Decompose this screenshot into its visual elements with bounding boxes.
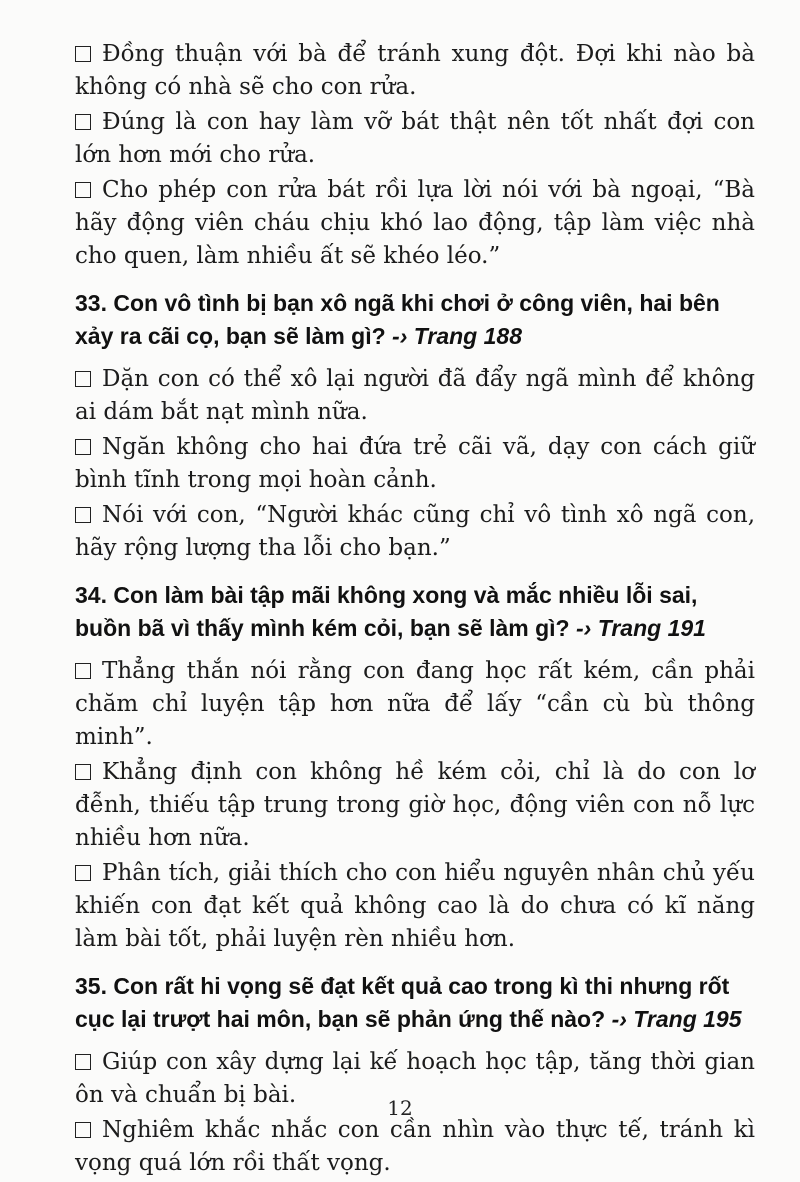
page-number: 12: [387, 1096, 413, 1120]
question-heading: 34. Con làm bài tập mãi không xong và mắc nhiều lỗi sai, buồn bã vì thấy mình kém cỏi, bạn sẽ làm gì? -› Trang 191: [75, 582, 706, 641]
answer-option: Nói với con, “Người khác cũng chỉ vô tình xô ngã con, hãy rộng lượng tha lỗi cho bạn.”: [75, 502, 755, 561]
checkbox-icon: [75, 764, 91, 780]
checkbox-icon: [75, 114, 91, 130]
page-reference: -› Trang 188: [392, 323, 522, 349]
answer-option: Khẳng định con không hề kém cỏi, chỉ là do con lơ đễnh, thiếu tập trung trong giờ học, động viên con nỗ lực nhiều hơn nữa.: [75, 759, 755, 851]
question-heading: 33. Con vô tình bị bạn xô ngã khi chơi ở công viên, hai bên xảy ra cãi cọ, bạn sẽ làm gì? -› Trang 188: [75, 290, 720, 349]
answer-option: Phân tích, giải thích cho con hiểu nguyên nhân chủ yếu khiến con đạt kết quả không cao là do chưa có kĩ năng làm bài tốt, phải luyện rèn nhiều hơn.: [75, 860, 755, 952]
checkbox-icon: [75, 182, 91, 198]
intro-options: [75, 38, 755, 273]
checkbox-icon: [75, 1122, 91, 1138]
answer-option: Ngăn không cho hai đứa trẻ cãi vã, dạy con cách giữ bình tĩnh trong mọi hoàn cảnh.: [75, 434, 755, 493]
page-reference: -› Trang 195: [611, 1006, 742, 1032]
question-heading: 35. Con rất hi vọng sẽ đạt kết quả cao trong kì thi nhưng rốt cục lại trượt hai môn, bạn sẽ phản ứng thế nào? -› Trang 195: [75, 973, 742, 1032]
answer-option: Nghiêm khắc nhắc con cần nhìn vào thực tế, tránh kì vọng quá lớn rồi thất vọng.: [75, 1117, 755, 1176]
answer-option: Giúp con xây dựng lại kế hoạch học tập, tăng thời gian ôn và chuẩn bị bài.: [75, 1049, 755, 1108]
question-block-34: [75, 579, 755, 956]
checkbox-icon: [75, 46, 91, 62]
answer-option: Dặn con có thể xô lại người đã đẩy ngã mình để không ai dám bắt nạt mình nữa.: [75, 366, 755, 425]
checkbox-icon: [75, 663, 91, 679]
question-block-33: [75, 287, 755, 565]
checkbox-icon: [75, 371, 91, 387]
checkbox-icon: [75, 1054, 91, 1070]
answer-option: Cho phép con rửa bát rồi lựa lời nói với bà ngoại, “Bà hãy động viên cháu chịu khó lao động, tập làm việc nhà cho quen, làm nhiều ất sẽ khéo léo.”: [75, 177, 755, 269]
checkbox-icon: [75, 865, 91, 881]
checkbox-icon: [75, 507, 91, 523]
question-block-35: [75, 970, 755, 1180]
page-content: [75, 38, 755, 1182]
answer-option: Thẳng thắn nói rằng con đang học rất kém, cần phải chăm chỉ luyện tập hơn nữa để lấy “cần cù bù thông minh”.: [75, 658, 755, 750]
checkbox-icon: [75, 439, 91, 455]
page-reference: -› Trang 191: [576, 615, 706, 641]
answer-option: Đúng là con hay làm vỡ bát thật nên tốt nhất đợi con lớn hơn mới cho rửa.: [75, 109, 755, 168]
answer-option: Đồng thuận với bà để tránh xung đột. Đợi khi nào bà không có nhà sẽ cho con rửa.: [75, 41, 755, 100]
